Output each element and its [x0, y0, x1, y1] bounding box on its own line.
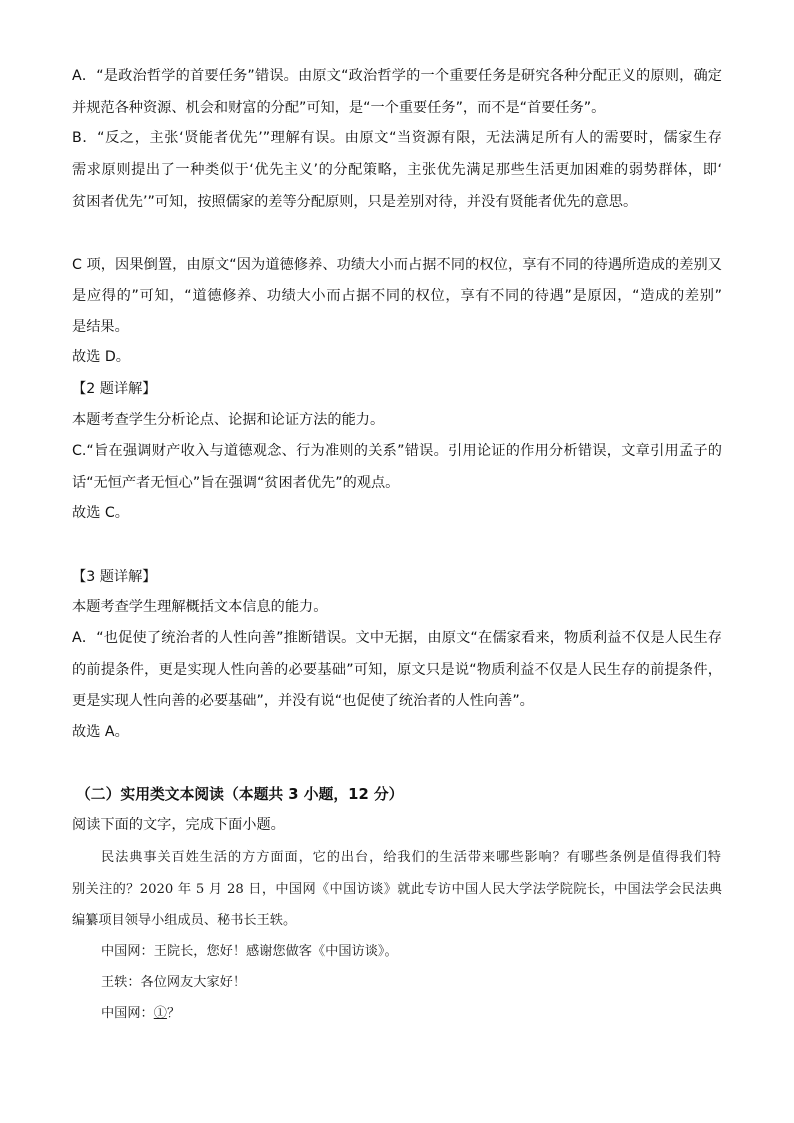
section-heading: （二）实用类文本阅读（本题共 3 小题，12 分）: [76, 786, 404, 803]
explanation-q3-header: 【3 题详解】: [72, 569, 157, 585]
explanation-q3-answer: 故选 A。: [72, 724, 129, 740]
dialogue-speaker: 中国网：: [101, 1006, 154, 1021]
explanation-q3-intro: 本题考查学生理解概括文本信息的能力。: [72, 599, 328, 615]
explanation-q2-intro: 本题考查学生分析论点、论据和论证方法的能力。: [72, 412, 385, 428]
reading-instruction: 阅读下面的文字，完成下面小题。: [72, 817, 285, 833]
blank-marker-1: ①: [153, 1006, 167, 1021]
explanation-q1-line-a1: A．“是政治哲学的首要任务”错误。由原文“政治哲学的一个重要任务是研究各种分配正义的原则，确定: [72, 68, 722, 84]
explanation-q1-line-c2: 是应得的”可知，“道德修养、功绩大小而占据不同的权位，享有不同的待遇”是原因，“造成的差别”: [72, 288, 722, 304]
passage-line-1: 民法典事关百姓生活的方方面面，它的出台，给我们的生活带来哪些影响？有哪些条例是值得我们特: [101, 850, 721, 865]
passage-line-2: 别关注的？2020 年 5 月 28 日，中国网《中国访谈》就此专访中国人民大学法学院院长，中国法学会民法典: [72, 882, 722, 897]
explanation-q2-header: 【2 题详解】: [72, 381, 157, 397]
explanation-q1-line-b1: B．“反之，主张‘贤能者优先’”理解有误。由原文“当资源有限，无法满足所有人的需要时，儒家生存: [72, 130, 722, 146]
dialogue-line-3: [101, 1004, 180, 1024]
explanation-q1-line-b3: 贫困者优先’”可知，按照儒家的差等分配原则，只是差别对待，并没有贤能者优先的意思。: [72, 194, 638, 210]
explanation-q2-line-c2: 话“无恒产者无恒心”旨在强调“贫困者优先”的观点。: [72, 475, 400, 491]
explanation-q1-line-c1: C 项，因果倒置，由原文“因为道德修养、功绩大小而占据不同的权位，享有不同的待遇所造成的差别又: [72, 257, 722, 273]
explanation-q1-answer: 故选 D。: [72, 349, 130, 365]
dialogue-line-2: 王轶：各位网友大家好！: [101, 975, 247, 990]
explanation-q1-line-a2: 并规范各种资源、机会和财富的分配”可知，是“一个重要任务”，而不是“首要任务”。: [72, 100, 606, 116]
explanation-q2-answer: 故选 C。: [72, 505, 129, 521]
passage-line-3: 编纂项目领导小组成员、秘书长王轶。: [72, 913, 297, 928]
explanation-q1-line-c3: 是结果。: [72, 319, 129, 335]
explanation-q1-line-b2: 需求原则提出了一种类似于‘优先主义’的分配策略，主张优先满足那些生活更加困难的弱势群体，即‘: [72, 162, 722, 178]
dialogue-line-1: 中国网：王院长，您好！感谢您做客《中国访谈》。: [101, 944, 398, 959]
explanation-q3-line-a2: 的前提条件，更是实现人性向善的必要基础”可知，原文只是说“物质利益不仅是人民生存的前提条件，: [72, 662, 722, 678]
explanation-q2-line-c1: C.“旨在强调财产收入与道德观念、行为准则的关系”错误。引用论证的作用分析错误，文章引用孟子的: [72, 443, 722, 459]
explanation-q3-line-a3: 更是实现人性向善的必要基础”，并没有说“也促使了统治者的人性向善”。: [72, 693, 534, 709]
explanation-q3-line-a1: A．“也促使了统治者的人性向善”推断错误。文中无据，由原文“在儒家看来，物质利益不仅是人民生存: [72, 630, 722, 646]
question-mark: ？: [166, 1006, 181, 1021]
